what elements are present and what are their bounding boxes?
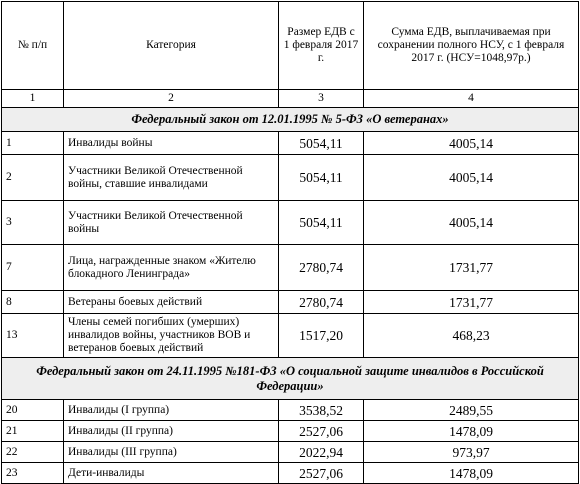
row-num: 1 <box>2 132 64 155</box>
row-size: 2022,94 <box>279 442 364 463</box>
row-category: Участники Великой Отечественной войны <box>64 201 279 245</box>
row-category: Лица, награжденные знаком «Жителю блокадного Ленинграда» <box>64 245 279 291</box>
column-number-row <box>2 90 579 108</box>
edv-table <box>1 1 579 484</box>
row-size: 3538,52 <box>279 400 364 421</box>
table-row <box>2 400 579 421</box>
table-row <box>2 291 579 314</box>
header-row <box>2 2 579 90</box>
row-num: 21 <box>2 421 64 442</box>
table-row <box>2 421 579 442</box>
row-category: Члены семей погибших (умерших) инвалидов войны, участников ВОВ и ветеранов боевых действий <box>64 314 279 358</box>
row-sum: 1731,77 <box>364 245 579 291</box>
table-body <box>2 2 579 484</box>
row-num: 22 <box>2 442 64 463</box>
column-number-4: 4 <box>364 90 579 108</box>
table-row <box>2 132 579 155</box>
row-sum: 1478,09 <box>364 421 579 442</box>
row-category: Дети-инвалиды <box>64 463 279 484</box>
row-category: Инвалиды (III группа) <box>64 442 279 463</box>
row-category: Инвалиды (II группа) <box>64 421 279 442</box>
row-num: 13 <box>2 314 64 358</box>
row-sum: 4005,14 <box>364 132 579 155</box>
row-category: Инвалиды войны <box>64 132 279 155</box>
law-row-1 <box>2 108 579 132</box>
table-row <box>2 314 579 358</box>
row-size: 2527,06 <box>279 421 364 442</box>
row-num: 3 <box>2 201 64 245</box>
row-sum: 973,97 <box>364 442 579 463</box>
row-num: 23 <box>2 463 64 484</box>
row-num: 2 <box>2 155 64 201</box>
row-size: 1517,20 <box>279 314 364 358</box>
column-number-1: 1 <box>2 90 64 108</box>
row-size: 2527,06 <box>279 463 364 484</box>
column-number-3: 3 <box>279 90 364 108</box>
header-size: Размер ЕДВ с 1 февраля 2017 г. <box>279 2 364 90</box>
law-row-2 <box>2 358 579 400</box>
header-category: Категория <box>64 2 279 90</box>
row-num: 7 <box>2 245 64 291</box>
row-size: 5054,11 <box>279 155 364 201</box>
header-sum: Сумма ЕДВ, выплачиваемая при сохранении полного НСУ, с 1 февраля 2017 г. (НСУ=1048,97р.) <box>364 2 579 90</box>
law-title-2: Федеральный закон от 24.11.1995 №181-ФЗ «О социальной защите инвалидов в Российской Федерации» <box>2 358 579 400</box>
row-sum: 468,23 <box>364 314 579 358</box>
table-row <box>2 463 579 484</box>
row-size: 2780,74 <box>279 245 364 291</box>
row-num: 8 <box>2 291 64 314</box>
row-sum: 1731,77 <box>364 291 579 314</box>
row-num: 20 <box>2 400 64 421</box>
row-category: Ветераны боевых действий <box>64 291 279 314</box>
row-size: 5054,11 <box>279 132 364 155</box>
row-category: Участники Великой Отечественной войны, ставшие инвалидами <box>64 155 279 201</box>
row-sum: 4005,14 <box>364 155 579 201</box>
table-row <box>2 155 579 201</box>
table-row <box>2 201 579 245</box>
table-row <box>2 245 579 291</box>
table-row <box>2 442 579 463</box>
row-sum: 2489,55 <box>364 400 579 421</box>
row-sum: 1478,09 <box>364 463 579 484</box>
row-size: 2780,74 <box>279 291 364 314</box>
row-category: Инвалиды (I группа) <box>64 400 279 421</box>
header-num: № п/п <box>2 2 64 90</box>
law-title-1: Федеральный закон от 12.01.1995 № 5-ФЗ «О ветеранах» <box>2 108 579 132</box>
row-sum: 4005,14 <box>364 201 579 245</box>
column-number-2: 2 <box>64 90 279 108</box>
row-size: 5054,11 <box>279 201 364 245</box>
